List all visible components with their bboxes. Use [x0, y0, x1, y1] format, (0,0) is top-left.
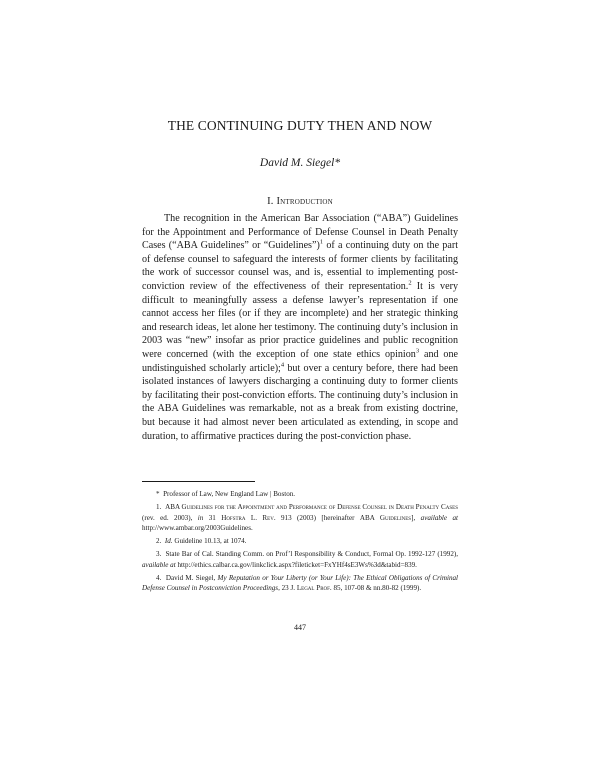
footnotes: [142, 489, 458, 596]
footnote-text: David M. Siegel,: [165, 573, 218, 582]
paragraph-text: The recognition in the American Bar Association (“ABA”) Guidelines for the Appointment and Performance of Defense Counsel in Death Penalty Cases (“ABA Guidelines” or “Guidelines”): [142, 213, 458, 252]
paragraph-text: and one undistinguished scholarly article);: [142, 348, 459, 374]
footnote-marker: 2.: [156, 537, 162, 546]
footnote-text: ABA Guidelines for the Appointment and Performance of Defense Counsel in Death Penalty Cases: [165, 502, 459, 511]
footnote-text: My Reputation or Your Liberty (or Your Life): The Ethical Obligations of Criminal Defense Counsel in Postconviction Proceedings: [142, 573, 459, 593]
footnote-ref-4[interactable]: 4: [280, 361, 285, 369]
footnote-text: Guideline 10.13, at 1074.: [172, 537, 247, 546]
author-line: David M. Siegel*: [259, 157, 341, 169]
footnote-text: Hofstra L. Rev.: [221, 513, 276, 522]
footnote-ref-2[interactable]: 2: [408, 279, 412, 287]
footnote-text: , 23 J.: [278, 584, 297, 593]
footnote-1: [142, 502, 458, 534]
footnote-text: 913 (2003) [hereinafter: [275, 513, 360, 522]
footnote-text: (rev. ed. 2003),: [142, 513, 198, 522]
footnote-3: [142, 549, 458, 571]
footnote-text: Legal Prof.: [296, 584, 332, 593]
paragraph-text: It is very difficult to meaningfully assess a defense lawyer’s representation if one cannot access her files (or if they are incomplete) and her strategic thinking and research ideas, let alone her testimony. The continuing duty’s inclusion in 2003 was “new” insofar as prior practice guidelines and public recognition were concerned (with the exception of one state ethics opinion: [142, 280, 458, 360]
footnote-marker: 4.: [156, 573, 162, 582]
footnote-link[interactable]: http://www.ambar.org/2003Guidelines.: [142, 524, 253, 533]
paragraph-text: but over a century before, there had been isolated instances of lawyers discharging a continuing duty to former clients by facilitating their post-conviction efforts. The continuing duty’s inclusion in the ABA Guidelines was remarkable, not as a break from existing doctrine, but because it had almost never been articulated as extending, in scope and duration, to affirmative practices during the post-conviction phase.: [142, 362, 458, 442]
footnote-star: [142, 489, 458, 500]
footnote-text: Id.: [164, 537, 173, 546]
footnote-marker: *: [156, 490, 160, 498]
footnote-text: 85, 107-08 & nn.80-82 (1999).: [331, 584, 422, 593]
footnote-text: ],: [411, 513, 421, 522]
footnote-link[interactable]: http://ethics.calbar.ca.gov/linkclick.aspx?fileticket=FxYHf4sE3Ws%3d&tabid=839.: [175, 560, 417, 569]
footnote-ref-3[interactable]: 3: [415, 347, 420, 355]
footnote-text: available at: [420, 513, 458, 522]
footnote-marker: 1.: [156, 502, 162, 511]
body-text: [142, 212, 458, 443]
footnote-separator: [142, 481, 255, 482]
article-title: THE CONTINUING DUTY THEN AND NOW: [167, 118, 433, 133]
footnote-ref-1[interactable]: 1: [319, 238, 324, 246]
footnote-text: available at: [142, 560, 176, 569]
footnote-text: 31: [203, 513, 222, 522]
footnote-4: [142, 573, 458, 595]
footnote-text: State Bar of Cal. Standing Comm. on Prof’l Responsibility & Conduct, Formal Op. 1992-127 (1992),: [165, 549, 458, 558]
footnote-text: in: [197, 513, 204, 522]
footnote-marker: 3.: [156, 549, 162, 558]
footnote-2: [142, 536, 458, 547]
page-number: 447: [294, 623, 306, 632]
section-heading: I. Introduction: [267, 196, 333, 207]
footnote-text: Professor of Law, New England Law | Boston.: [163, 490, 296, 498]
intro-paragraph: [142, 212, 458, 443]
paragraph-text: of a continuing duty on the part of defense counsel to safeguard the interests of former clients by facilitating the work of successor counsel was, and is, essential to implementing post-conviction review of the effectiveness of their representation.: [142, 240, 458, 292]
footnote-text: ABA Guidelines: [359, 513, 412, 522]
